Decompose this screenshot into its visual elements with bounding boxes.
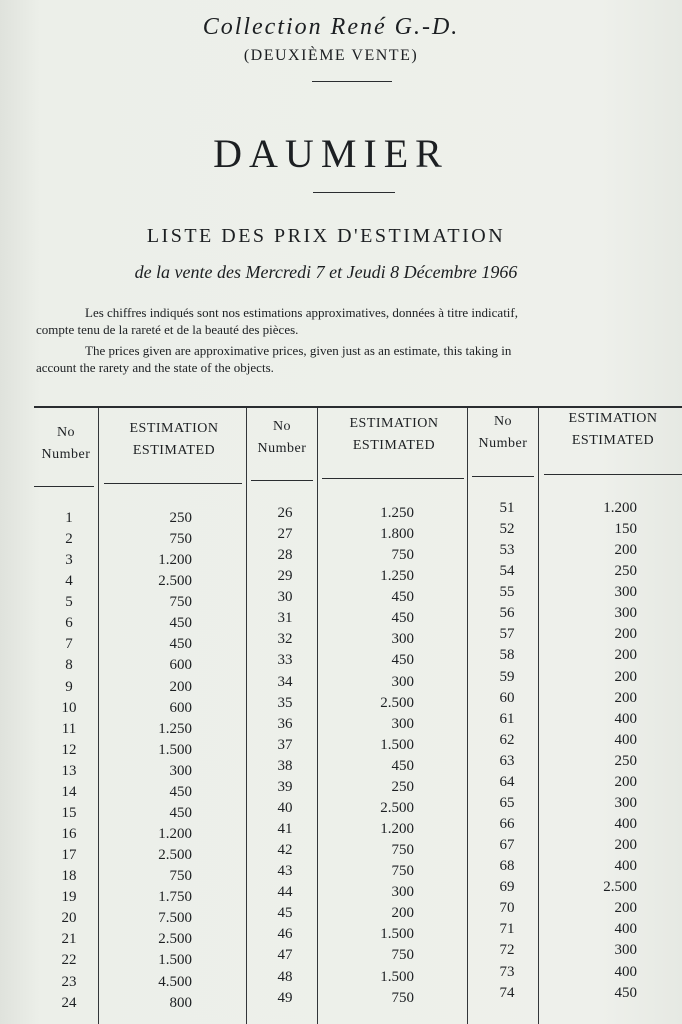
lot-number: 15 bbox=[61, 804, 77, 821]
lot-estimate: 250 bbox=[391, 778, 414, 795]
lot-number: 9 bbox=[65, 678, 73, 695]
column-header-number bbox=[250, 416, 314, 460]
lot-number: 5 bbox=[65, 594, 73, 611]
lot-estimate: 150 bbox=[614, 521, 637, 538]
lot-number: 58 bbox=[499, 647, 515, 664]
lot-estimate: 450 bbox=[391, 652, 414, 669]
lot-number: 10 bbox=[61, 699, 77, 716]
lot-number: 17 bbox=[61, 847, 77, 864]
lot-estimate: 300 bbox=[614, 942, 637, 959]
lot-estimate: 300 bbox=[391, 673, 414, 690]
lot-estimate: 200 bbox=[614, 900, 637, 917]
lot-estimate: 750 bbox=[169, 531, 192, 548]
lot-number: 12 bbox=[61, 741, 77, 758]
lot-number: 27 bbox=[277, 526, 293, 543]
lot-estimate: 750 bbox=[169, 594, 192, 611]
lot-number: 43 bbox=[277, 863, 293, 880]
lot-number: 32 bbox=[277, 631, 293, 648]
header-underline bbox=[322, 478, 464, 479]
header-underline bbox=[472, 476, 534, 477]
lot-estimate: 1.200 bbox=[158, 826, 192, 843]
lot-estimate: 450 bbox=[391, 757, 414, 774]
lot-estimate: 1.500 bbox=[158, 741, 192, 758]
lot-estimate: 300 bbox=[614, 584, 637, 601]
lot-estimate: 300 bbox=[391, 884, 414, 901]
lot-number: 2 bbox=[65, 531, 73, 548]
lot-number: 21 bbox=[61, 931, 77, 948]
lot-estimate: 1.250 bbox=[158, 720, 192, 737]
lot-estimate: 1.200 bbox=[603, 500, 637, 516]
lot-number: 41 bbox=[277, 821, 293, 838]
header-underline bbox=[34, 486, 94, 487]
header-estimated: ESTIMATED bbox=[132, 443, 216, 458]
intro-fr-line1: Les chiffres indiqués sont nos estimations approximatives, données à titre indicatif, bbox=[85, 305, 518, 320]
lot-number: 19 bbox=[61, 889, 77, 906]
lot-estimate: 750 bbox=[391, 947, 414, 964]
lot-number: 14 bbox=[61, 783, 77, 800]
lot-estimate: 1.200 bbox=[158, 552, 192, 569]
lot-number: 63 bbox=[499, 752, 515, 769]
lot-number: 30 bbox=[277, 589, 293, 606]
lot-number: 65 bbox=[499, 794, 515, 811]
column-header-number bbox=[36, 422, 96, 466]
lot-estimate: 300 bbox=[391, 715, 414, 732]
lot-estimate: 400 bbox=[614, 858, 637, 875]
lot-number: 20 bbox=[61, 910, 77, 927]
table-column-divider bbox=[317, 408, 318, 1024]
lot-number: 66 bbox=[499, 816, 515, 833]
lot-estimate: 200 bbox=[614, 773, 637, 790]
lot-number: 28 bbox=[277, 547, 293, 564]
lot-estimate: 600 bbox=[169, 657, 192, 674]
lot-number: 7 bbox=[65, 636, 73, 653]
lot-number: 31 bbox=[277, 610, 293, 627]
lot-number: 74 bbox=[499, 984, 515, 1001]
sale-dates: de la vente des Mercredi 7 et Jeudi 8 Décembre 1966 bbox=[134, 262, 518, 282]
lot-estimate: 400 bbox=[614, 921, 637, 938]
lot-number: 35 bbox=[277, 694, 293, 711]
lot-estimate: 200 bbox=[614, 542, 637, 559]
lot-estimate: 450 bbox=[169, 636, 192, 653]
lot-estimate: 200 bbox=[614, 647, 637, 664]
lot-number: 34 bbox=[277, 673, 293, 690]
lot-estimate: 450 bbox=[169, 615, 192, 632]
lot-number: 48 bbox=[277, 968, 293, 985]
lot-number: 40 bbox=[277, 799, 293, 816]
lot-number: 39 bbox=[277, 778, 293, 795]
intro-en-line1: The prices given are approximative prices, given just as an estimate, this taking in bbox=[85, 343, 512, 358]
lot-number: 33 bbox=[277, 652, 293, 669]
lot-estimate: 200 bbox=[614, 668, 637, 685]
lot-number: 29 bbox=[277, 568, 293, 585]
lot-estimate: 200 bbox=[391, 905, 414, 922]
lot-number: 68 bbox=[499, 858, 515, 875]
header-estimated: ESTIMATED bbox=[571, 433, 655, 448]
lot-number: 51 bbox=[499, 500, 515, 516]
lot-estimate: 2.500 bbox=[158, 931, 192, 948]
table-column-divider bbox=[538, 408, 539, 1024]
lot-estimate: 300 bbox=[614, 605, 637, 622]
header-estimation: ESTIMATION bbox=[568, 411, 658, 426]
lot-estimate: 300 bbox=[391, 631, 414, 648]
lot-estimate: 800 bbox=[169, 994, 192, 1011]
lot-estimate: 250 bbox=[614, 563, 637, 580]
lot-number: 36 bbox=[277, 715, 293, 732]
lot-estimate: 2.500 bbox=[603, 879, 637, 896]
lot-number: 72 bbox=[499, 942, 515, 959]
lot-number: 37 bbox=[277, 736, 293, 753]
lot-number: 56 bbox=[499, 605, 515, 622]
lot-number: 46 bbox=[277, 926, 293, 943]
lot-estimate: 2.500 bbox=[158, 847, 192, 864]
lot-estimate: 750 bbox=[391, 547, 414, 564]
header-estimation: ESTIMATION bbox=[129, 421, 219, 436]
header-underline bbox=[251, 480, 313, 481]
lot-number: 6 bbox=[65, 615, 73, 632]
lot-estimate: 400 bbox=[614, 963, 637, 980]
lot-estimate: 400 bbox=[614, 816, 637, 833]
lot-number: 62 bbox=[499, 731, 515, 748]
lot-number: 8 bbox=[65, 657, 73, 674]
lot-estimate: 1.500 bbox=[380, 736, 414, 753]
lot-estimate: 1.500 bbox=[380, 968, 414, 985]
intro-fr-line2: compte tenu de la rareté et de la beauté des pièces. bbox=[36, 322, 299, 337]
sale-subtitle: (DEUXIÈME VENTE) bbox=[243, 47, 419, 64]
lot-number: 13 bbox=[61, 762, 77, 779]
lot-number: 53 bbox=[499, 542, 515, 559]
lot-estimate: 750 bbox=[391, 842, 414, 859]
column-header-estimation bbox=[104, 418, 244, 462]
lot-estimate: 1.250 bbox=[380, 568, 414, 585]
lot-estimate: 1.500 bbox=[380, 926, 414, 943]
lot-estimate: 2.500 bbox=[158, 573, 192, 590]
lot-number: 49 bbox=[277, 989, 293, 1006]
lot-number: 24 bbox=[61, 994, 77, 1011]
table-column-divider bbox=[467, 408, 468, 1024]
lot-number: 69 bbox=[499, 879, 515, 896]
lot-estimate: 450 bbox=[391, 610, 414, 627]
page-title: DAUMIER bbox=[213, 131, 449, 176]
header-number: Number bbox=[41, 447, 91, 462]
header-no: No bbox=[272, 419, 292, 434]
header-estimation: ESTIMATION bbox=[349, 416, 439, 431]
lot-estimate: 450 bbox=[169, 804, 192, 821]
lot-number: 60 bbox=[499, 689, 515, 706]
lot-number: 23 bbox=[61, 973, 77, 990]
lot-number: 64 bbox=[499, 773, 515, 790]
header-estimated: ESTIMATED bbox=[352, 438, 436, 453]
lot-estimate: 1.200 bbox=[380, 821, 414, 838]
table-column-divider bbox=[98, 408, 99, 1024]
header-underline bbox=[544, 474, 682, 475]
lot-number: 70 bbox=[499, 900, 515, 917]
lot-estimate: 750 bbox=[169, 868, 192, 885]
lot-estimate: 300 bbox=[614, 794, 637, 811]
lot-estimate: 2.500 bbox=[380, 694, 414, 711]
lot-estimate: 200 bbox=[169, 678, 192, 695]
lot-estimate: 200 bbox=[614, 837, 637, 854]
lot-estimate: 600 bbox=[169, 699, 192, 716]
lot-number: 4 bbox=[65, 573, 73, 590]
lot-estimate: 250 bbox=[169, 510, 192, 526]
lot-number: 38 bbox=[277, 757, 293, 774]
lot-number: 55 bbox=[499, 584, 515, 601]
header-no: No bbox=[493, 414, 513, 429]
column-header-estimation bbox=[544, 408, 682, 452]
lot-number: 47 bbox=[277, 947, 293, 964]
lot-number: 67 bbox=[499, 837, 515, 854]
lot-number: 54 bbox=[499, 563, 515, 580]
lot-estimate: 450 bbox=[391, 589, 414, 606]
divider bbox=[312, 81, 392, 82]
header-no: No bbox=[56, 425, 76, 440]
lot-estimate: 400 bbox=[614, 710, 637, 727]
lot-estimate: 300 bbox=[169, 762, 192, 779]
lot-number: 18 bbox=[61, 868, 77, 885]
lot-estimate: 750 bbox=[391, 989, 414, 1006]
collection-title: Collection René G.-D. bbox=[202, 14, 460, 40]
lot-number: 52 bbox=[499, 521, 515, 538]
lot-number: 61 bbox=[499, 710, 515, 727]
lot-estimate: 1.800 bbox=[380, 526, 414, 543]
lot-number: 44 bbox=[277, 884, 293, 901]
header-underline bbox=[104, 483, 242, 484]
lot-estimate: 750 bbox=[391, 863, 414, 880]
lot-estimate: 2.500 bbox=[380, 799, 414, 816]
lot-number: 26 bbox=[277, 505, 293, 521]
lot-estimate: 4.500 bbox=[158, 973, 192, 990]
lot-number: 1 bbox=[65, 510, 73, 526]
divider bbox=[313, 192, 395, 193]
lot-number: 11 bbox=[61, 720, 77, 737]
lot-estimate: 200 bbox=[614, 626, 637, 643]
header-number: Number bbox=[478, 436, 528, 451]
list-heading: LISTE DES PRIX D'ESTIMATION bbox=[146, 225, 506, 247]
lot-number: 42 bbox=[277, 842, 293, 859]
lot-number: 73 bbox=[499, 963, 515, 980]
intro-en-line2: account the rarety and the state of the objects. bbox=[36, 360, 274, 375]
lot-estimate: 400 bbox=[614, 731, 637, 748]
lot-number: 45 bbox=[277, 905, 293, 922]
lot-estimate: 250 bbox=[614, 752, 637, 769]
lot-estimate: 450 bbox=[614, 984, 637, 1001]
header-number: Number bbox=[257, 441, 307, 456]
column-header-number bbox=[470, 411, 536, 455]
lot-number: 22 bbox=[61, 952, 77, 969]
lot-number: 3 bbox=[65, 552, 73, 569]
column-header-estimation bbox=[322, 413, 466, 457]
lot-estimate: 1.500 bbox=[158, 952, 192, 969]
lot-number: 59 bbox=[499, 668, 515, 685]
lot-estimate: 450 bbox=[169, 783, 192, 800]
lot-number: 71 bbox=[499, 921, 515, 938]
lot-estimate: 200 bbox=[614, 689, 637, 706]
lot-estimate: 1.750 bbox=[158, 889, 192, 906]
lot-estimate: 1.250 bbox=[380, 505, 414, 521]
lot-number: 57 bbox=[499, 626, 515, 643]
table-column-divider bbox=[246, 408, 247, 1024]
lot-number: 16 bbox=[61, 826, 77, 843]
lot-estimate: 7.500 bbox=[158, 910, 192, 927]
